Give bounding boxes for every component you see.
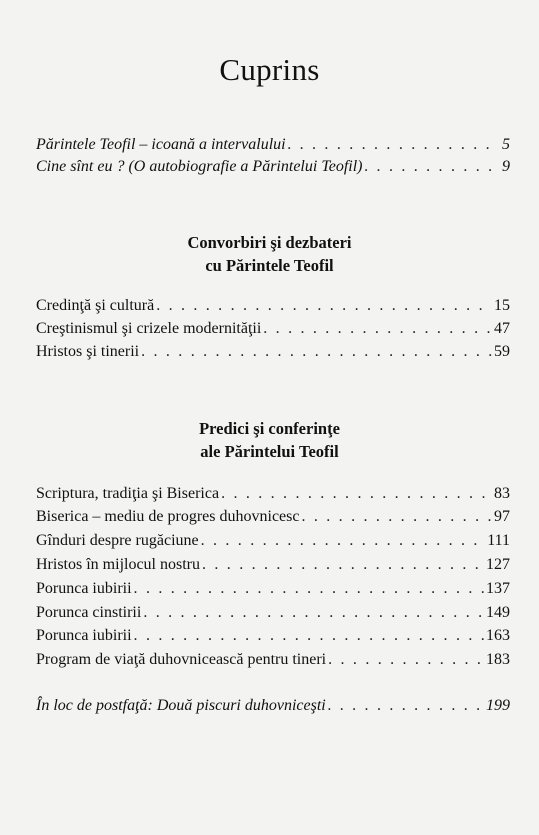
entry-page: 149 [486, 604, 510, 621]
toc-entry [36, 158, 510, 180]
entry-page: 97 [494, 508, 510, 525]
dot-leader [365, 158, 498, 176]
entry-page: 199 [486, 697, 510, 714]
dot-leader [263, 320, 492, 338]
toc-entry [36, 556, 510, 578]
entry-page: 9 [502, 158, 510, 175]
dot-leader [221, 485, 492, 503]
dot-leader [134, 627, 484, 645]
entry-page: 47 [494, 320, 510, 337]
toc-entry [36, 320, 510, 342]
entry-page: 183 [486, 651, 510, 668]
section-heading-line: cu Părintele Teofil [205, 256, 334, 275]
entry-page: 163 [486, 627, 510, 644]
entry-page: 83 [494, 485, 510, 502]
dot-leader [301, 508, 492, 526]
toc-entry [36, 136, 510, 158]
toc-entry [36, 651, 510, 673]
dot-leader [156, 297, 492, 315]
section-heading-line: ale Părintelui Teofil [200, 442, 339, 461]
toc-entry [36, 604, 510, 626]
toc-entry [36, 508, 510, 530]
toc-entry [36, 697, 510, 719]
entry-title: Hristos în mijlocul nostru [36, 556, 200, 573]
entry-title: Părintele Teofil – icoană a intervalului [36, 136, 286, 153]
toc-entry [36, 627, 510, 649]
entry-title: Program de viaţă duhovnicească pentru tineri [36, 651, 327, 668]
toc-entry [36, 532, 510, 554]
section-heading-line: Convorbiri şi dezbateri [187, 233, 352, 252]
entry-page: 127 [486, 556, 510, 573]
dot-leader [328, 651, 484, 669]
entry-page: 137 [486, 580, 510, 597]
section-heading [0, 231, 539, 277]
dot-leader [328, 697, 484, 715]
toc-entry [36, 297, 510, 319]
entry-title: Porunca cinstirii [36, 604, 142, 621]
dot-leader [288, 136, 498, 154]
dot-leader [134, 580, 484, 598]
entry-title: Hristos şi tinerii [36, 343, 140, 360]
entry-page: 59 [494, 343, 510, 360]
entry-title: Credinţă şi cultură [36, 297, 155, 314]
section-heading-line: Predici şi conferinţe [199, 419, 340, 438]
entry-title: Cine sînt eu ? (O autobiografie a Părintelui Teofil) [36, 158, 363, 175]
entry-page: 111 [487, 532, 510, 549]
dot-leader [141, 343, 492, 361]
dot-leader [201, 532, 486, 550]
entry-title: În loc de postfaţă: Două piscuri duhovniceşti [36, 697, 326, 714]
entry-title: Porunca iubirii [36, 627, 132, 644]
entry-page: 5 [502, 136, 510, 153]
entry-title: Porunca iubirii [36, 580, 132, 597]
entry-title: Creştinismul şi crizele modernităţii [36, 320, 262, 337]
dot-leader [202, 556, 484, 574]
toc-entry [36, 343, 510, 365]
toc-entry [36, 580, 510, 602]
toc-entry [36, 485, 510, 507]
page-title: Cuprins [219, 52, 320, 87]
entry-title: Scriptura, tradiţia şi Biserica [36, 485, 220, 502]
dot-leader [143, 604, 484, 622]
entry-title: Gînduri despre rugăciune [36, 532, 199, 549]
entry-title: Biserica – mediu de progres duhovnicesc [36, 508, 300, 525]
entry-page: 15 [494, 297, 510, 314]
section-heading [0, 417, 539, 463]
